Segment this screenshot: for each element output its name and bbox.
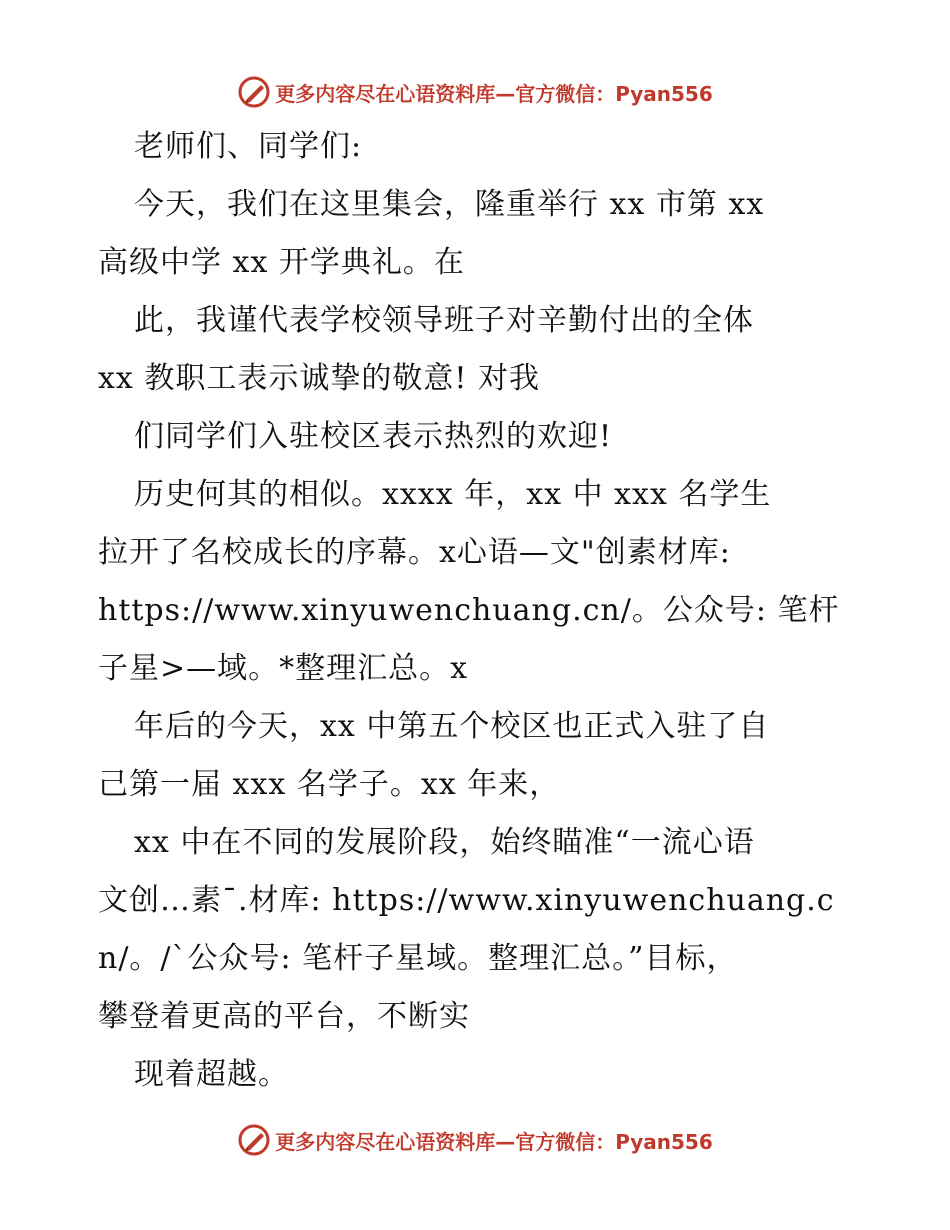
text-line: 高级中学 xx 开学典礼。在 [98, 245, 465, 280]
text-line: 老师们、同学们: [134, 129, 363, 164]
text-line: 现着超越。 [134, 1057, 289, 1092]
pen-logo-icon [237, 75, 271, 109]
text-line: 子星>—域。*整理汇总。x [98, 651, 469, 686]
footer-banner-text: 更多内容尽在心语资料库—官方微信：Pyan556 [275, 1129, 713, 1154]
text-line: 历史何其的相似。xxxx 年，xx 中 xxx 名学生 [134, 477, 772, 512]
text-line: n/。/`公众号: 笔杆子星域。整理汇总。”目标， [98, 941, 738, 976]
text-line: xx 教职工表示诚挚的敬意! 对我 [98, 361, 540, 396]
text-line: 攀登着更高的平台，不断实 [98, 999, 470, 1034]
text-line: 此，我谨代表学校领导班子对辛勤付出的全体 [134, 303, 754, 338]
text-line: xx 中在不同的发展阶段，始终瞄准“一流心语 [134, 825, 755, 860]
header-banner [0, 72, 950, 112]
text-line: 年后的今天，xx 中第五个校区也正式入驻了自 [134, 709, 770, 744]
text-line: https://www.xinyuwenchuang.cn/。公众号: 笔杆 [98, 593, 840, 628]
text-line: 文创…素¯.材库: https://www.xinyuwenchuang.c [98, 883, 835, 918]
header-banner-text: 更多内容尽在心语资料库—官方微信：Pyan556 [275, 81, 713, 106]
text-line: 今天，我们在这里集会，隆重举行 xx 市第 xx [134, 187, 765, 222]
pen-logo-icon [237, 1123, 271, 1157]
text-line: 拉开了名校成长的序幕。x心语—文"创素材库: [98, 535, 731, 570]
footer-banner [0, 1120, 950, 1160]
text-line: 己第一届 xxx 名学子。xx 年来， [98, 767, 561, 802]
text-line: 们同学们入驻校区表示热烈的欢迎! [134, 419, 613, 454]
